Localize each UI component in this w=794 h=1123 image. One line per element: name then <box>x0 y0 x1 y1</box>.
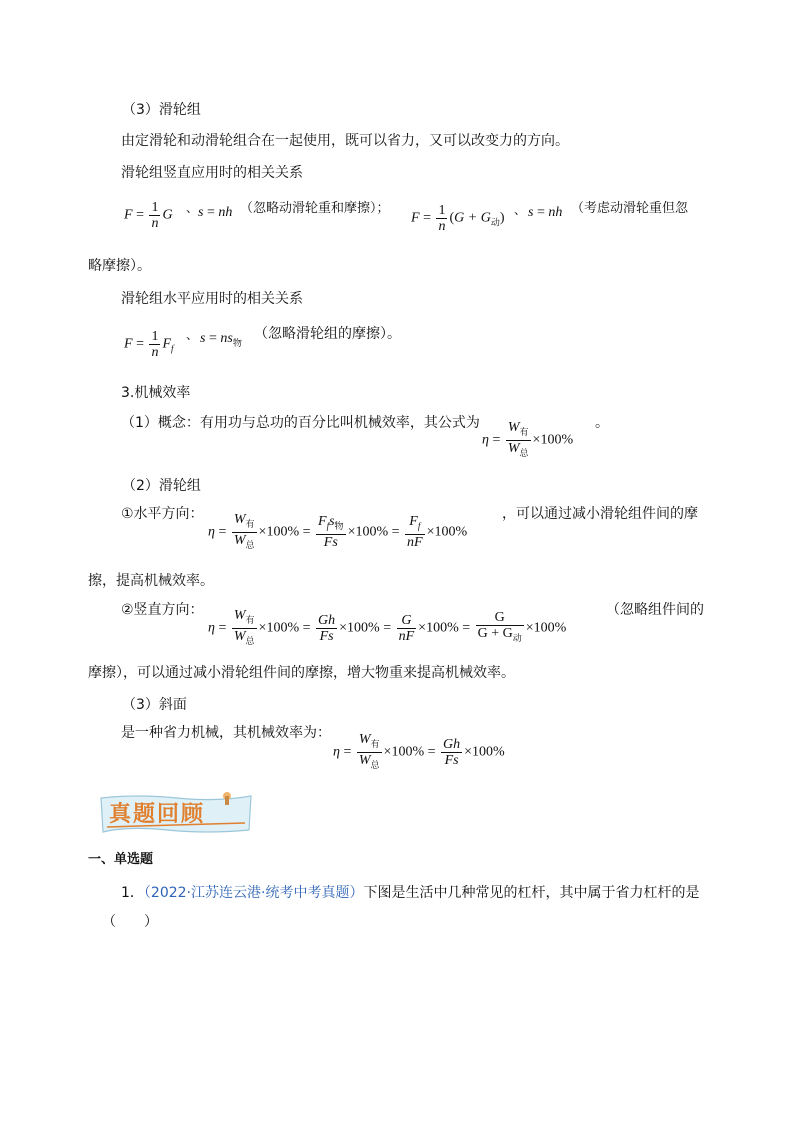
horizontal-note: ，可以通过减小滑轮组件间的摩 <box>502 506 698 522</box>
separator: 、 <box>514 203 527 217</box>
concept-end: 。 <box>595 415 609 431</box>
question-1 <box>121 884 699 902</box>
note-ignore-both: （忽略动滑轮重和摩擦）； <box>240 201 390 216</box>
question-number: 1． <box>121 885 144 901</box>
formula-s-nh-2: s = nh <box>528 205 563 220</box>
question-source: （2022·江苏连云港·统考中考真题） <box>143 885 364 901</box>
formula-F-with-dong: F = $\frac{1}{n}$ $(G + G_动)$ <box>411 203 505 234</box>
formula-F-G-over-n: F = $\frac{1}{n}$ G <box>124 200 173 231</box>
vertical-note-cont: 摩擦），可以通过减小滑轮组件间的摩擦，增大物重来提高机械效率。 <box>88 665 515 681</box>
note-consider-weight-cont: 略摩擦）。 <box>88 258 151 274</box>
formula-s-ns-wu: $s = ns_物$ <box>200 331 242 348</box>
horizontal-note-cont: 擦，提高机械效率。 <box>88 573 214 589</box>
note-consider-weight: （考虑动滑轮重但忽 <box>571 201 689 216</box>
formula-eta-incline: η = $\frac{W_有}{W_总}$ ×100% = $\frac{Gh}{Fs}$ ×100% <box>333 732 505 770</box>
vertical-note: （忽略组件间的 <box>606 602 704 618</box>
horizontal-title: 滑轮组水平应用时的相关关系 <box>121 291 303 307</box>
vertical-title: 滑轮组竖直应用时的相关关系 <box>121 165 303 181</box>
formula-eta-vertical: η = $\frac{W_有}{W_总}$ ×100% = $\frac{Gh}{Fs}$ ×100% = $\frac{G}{nF}$ ×100% = $\frac{G}{G + G_动}$ ×100% <box>208 608 567 646</box>
separator: 、 <box>186 201 199 215</box>
pulley-heading: （3）滑轮组 <box>122 102 201 118</box>
incline-heading: （3）斜面 <box>122 697 187 713</box>
section-heading: 一、单选题 <box>88 852 154 867</box>
pulley-intro: 由定滑轮和动滑轮组合在一起使用，既可以省力，又可以改变力的方向。 <box>121 133 569 149</box>
answer-blank: （ ） <box>102 914 158 930</box>
efficiency-heading: 3.机械效率 <box>121 385 191 401</box>
note-ignore-friction: （忽略滑轮组的摩擦）。 <box>254 326 401 342</box>
banner-text: 真题回顾 <box>109 801 206 827</box>
formula-F-Ff-over-n: F = $\frac{1}{n}$ $F_f$ <box>124 329 174 360</box>
section-banner <box>97 790 255 834</box>
question-text: 下图是生活中几种常见的杠杆，其中属于省力杠杆的是 <box>363 885 700 901</box>
vertical-label: ②竖直方向： <box>121 602 204 618</box>
formula-eta-concept: η = $\frac{W_有}{W_总}$ ×100% <box>482 420 574 458</box>
separator: 、 <box>186 328 199 342</box>
pulley-efficiency-heading: （2）滑轮组 <box>122 478 201 494</box>
formula-eta-horizontal: η = $\frac{W_有}{W_总}$ ×100% = $\frac{F_fs_物}{Fs}$ ×100% = $\frac{F_f}{nF}$ ×100% <box>208 512 468 551</box>
efficiency-concept: （1）概念：有用功与总功的百分比叫机械效率，其公式为 <box>121 415 480 431</box>
horizontal-label: ①水平方向： <box>121 506 204 522</box>
incline-text: 是一种省力机械，其机械效率为： <box>121 725 331 741</box>
formula-s-nh: s = nh <box>198 205 233 220</box>
